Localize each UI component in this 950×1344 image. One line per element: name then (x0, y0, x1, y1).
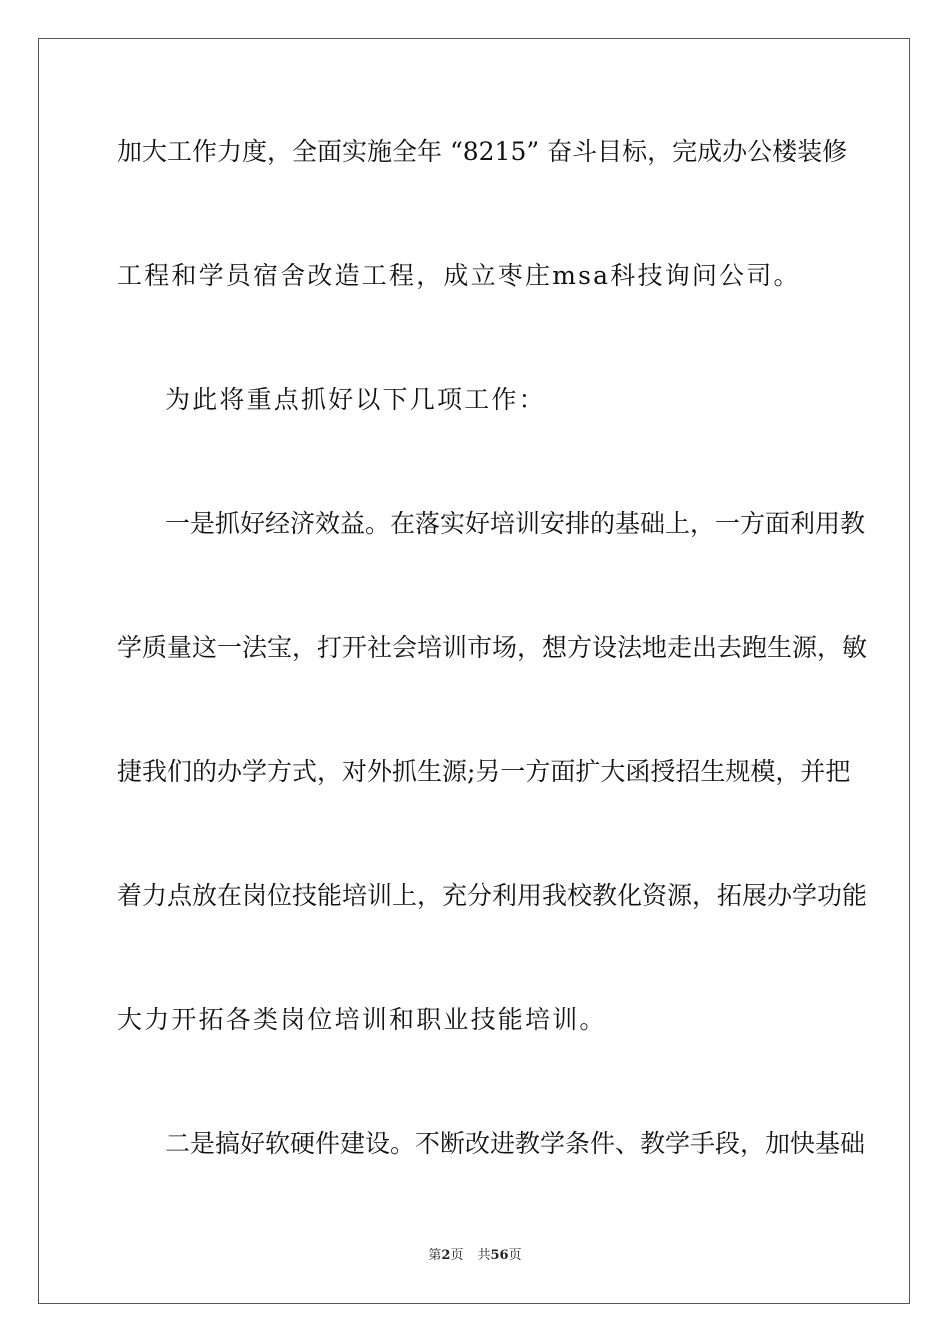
footer-total-prefix: 共 (477, 1248, 491, 1263)
footer-page-current: 2 (441, 1248, 451, 1263)
page-number-footer (0, 1247, 950, 1265)
text-line-3: 为此将重点抓好以下几项工作： (165, 385, 546, 414)
text-line-8: 大力开拓各类岗位培训和职业技能培训。 (117, 1005, 607, 1034)
text-line-2: 工程和学员宿舍改造工程，成立枣庄msa科技询问公司。 (117, 261, 801, 290)
footer-page-total: 56 (490, 1248, 509, 1263)
footer-page-prefix: 第 (428, 1248, 442, 1263)
page-border (38, 38, 910, 1304)
text-line-9: 二是搞好软硬件建设。不断改进教学条件、教学手段，加快基础 (165, 1129, 866, 1158)
text-line-6: 捷我们的办学方式，对外抓生源;另一方面扩大函授招生规模，并把 (117, 757, 851, 786)
text-line-4: 一是抓好经济效益。在落实好培训安排的基础上，一方面利用教 (165, 509, 866, 538)
text-line-1: 加大工作力度，全面实施全年 “8215” 奋斗目标，完成办公楼装修 (117, 137, 848, 166)
footer-total-suffix: 页 (508, 1248, 522, 1263)
footer-page-suffix: 页 (450, 1248, 464, 1263)
text-line-7: 着力点放在岗位技能培训上，充分利用我校教化资源，拓展办学功能 (117, 881, 868, 910)
text-line-5: 学质量这一法宝，打开社会培训市场，想方设法地走出去跑生源，敏 (117, 633, 868, 662)
